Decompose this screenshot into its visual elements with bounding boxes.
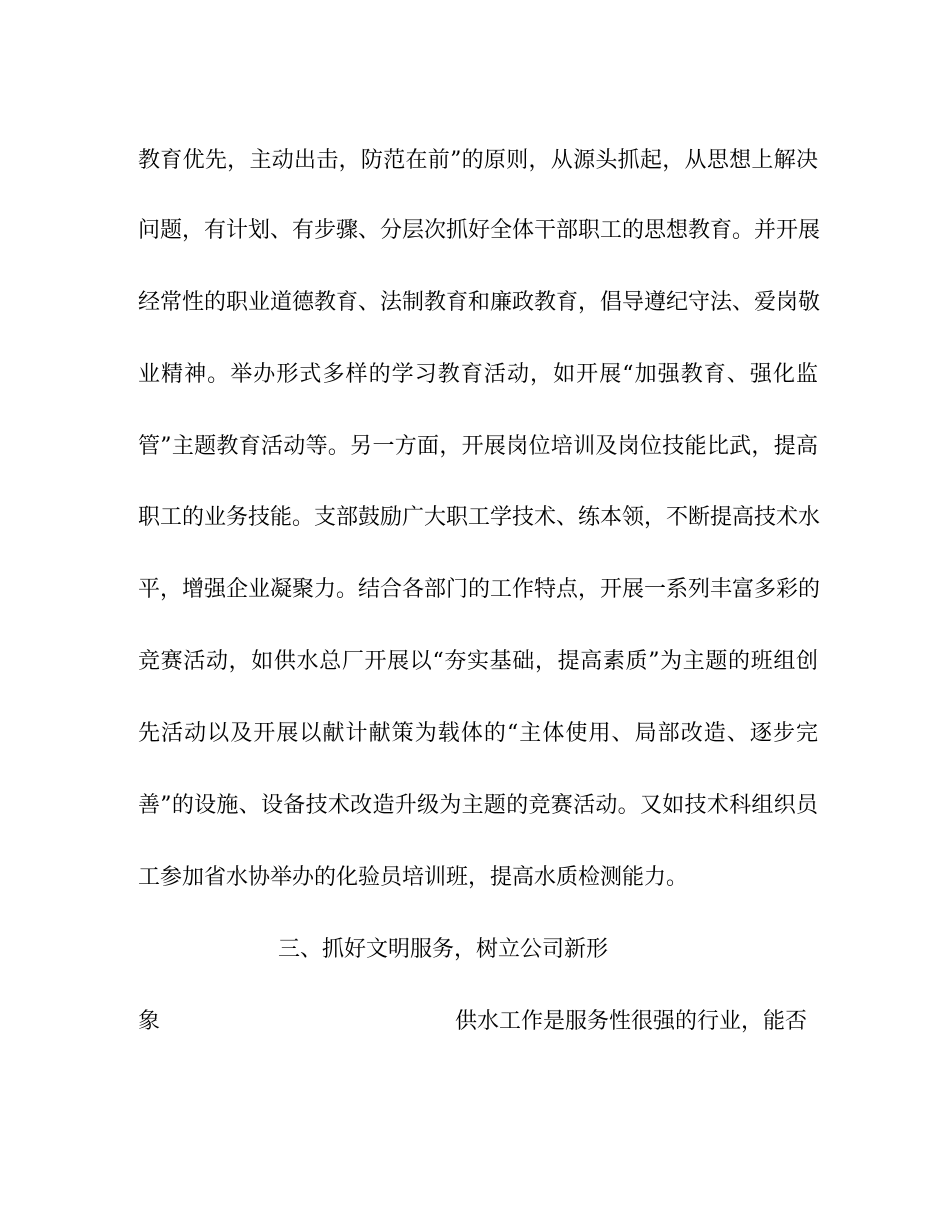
- paragraph-line-10: 善”的设施、设备技术改造升级为主题的竞赛活动。又如技术科组织员: [138, 793, 818, 818]
- paragraph-line-4: 业精神。举办形式多样的学习教育活动，如开展“加强教育、强化监: [138, 362, 818, 387]
- paragraph-line-2: 问题，有计划、有步骤、分层次抓好全体干部职工的思想教育。并开展: [138, 218, 821, 243]
- section-heading: 三、抓好文明服务，树立公司新形: [278, 937, 609, 962]
- paragraph-line-6: 职工的业务技能。支部鼓励广大职工学技术、练本领，不断提高技术水: [138, 505, 821, 530]
- paragraph-line-11: 工参加省水协举办的化验员培训班，提高水质检测能力。: [138, 865, 689, 890]
- paragraph-line-7: 平，增强企业凝聚力。结合各部门的工作特点，开展一系列丰富多彩的: [138, 577, 821, 602]
- paragraph-line-5: 管”主题教育活动等。另一方面，开展岗位培训及岗位技能比武，提高: [138, 434, 818, 459]
- next-paragraph-start: 供水工作是服务性很强的行业，能否: [455, 1009, 808, 1034]
- heading-continuation: 象: [138, 1009, 161, 1034]
- paragraph-line-1: 教育优先，主动出击，防范在前”的原则，从源头抓起，从思想上解决: [138, 148, 818, 173]
- paragraph-line-3: 经常性的职业道德教育、法制教育和廉政教育，倡导遵纪守法、爱岗敬: [138, 290, 821, 315]
- paragraph-line-9: 先活动以及开展以献计献策为载体的“主体使用、局部改造、逐步完: [138, 721, 818, 746]
- paragraph-line-8: 竞赛活动，如供水总厂开展以“夯实基础，提高素质”为主题的班组创: [138, 649, 818, 674]
